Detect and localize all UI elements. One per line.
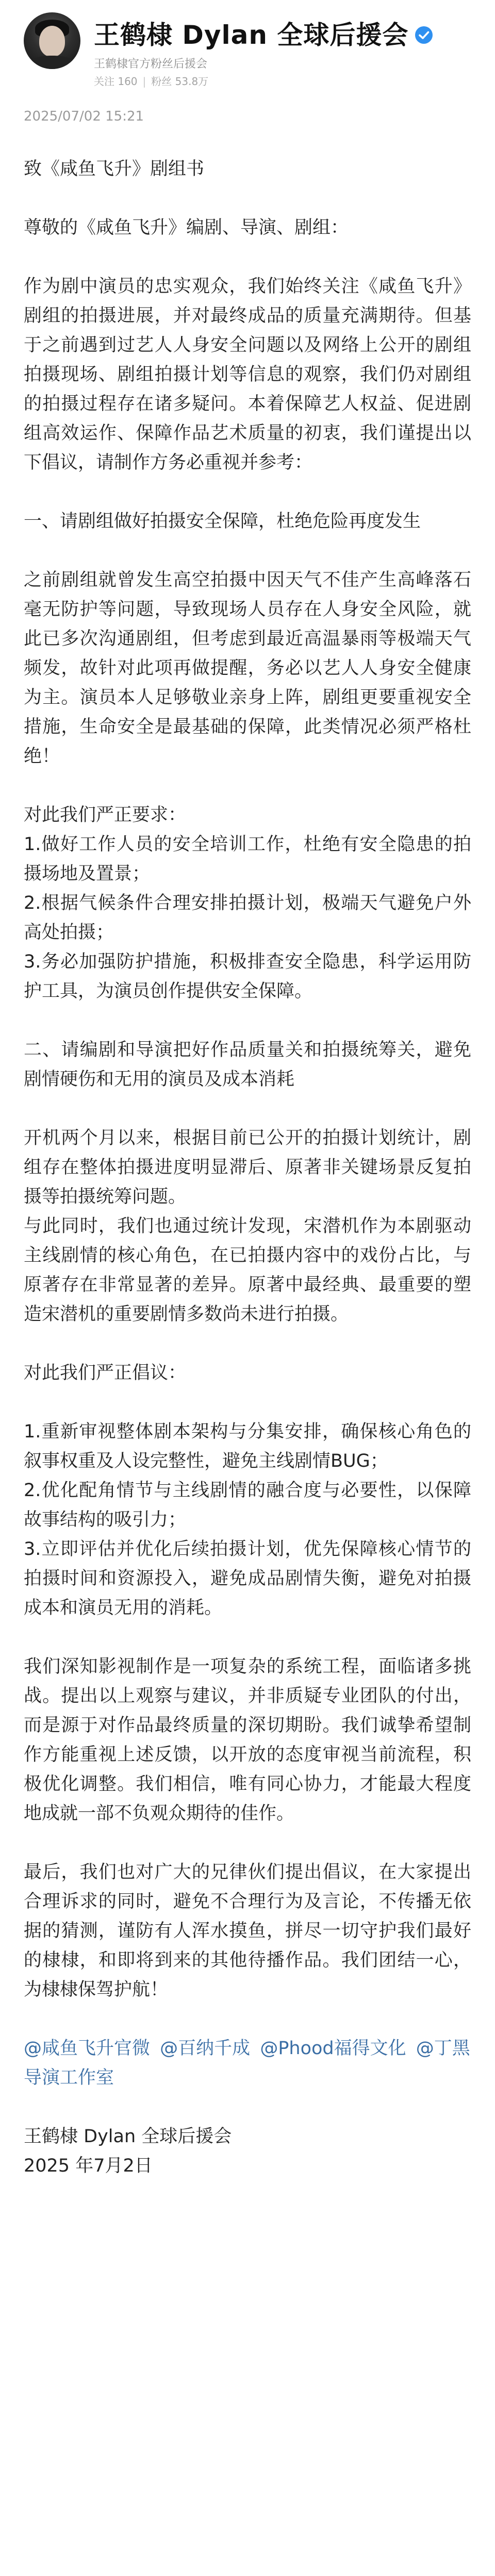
article-intro: 作为剧中演员的忠实观众，我们始终关注《咸鱼飞升》剧组的拍摄进展，并对最终成品的质量充满期待。但基于之前遇到过艺人人身安全问题以及网络上公开的剧组拍摄现场、剧组拍摄计划等信息的观察，我们仍对剧组的拍摄过程存在诸多疑问。本着保障艺人权益、促进剧组高效运作、保障作品艺术质量的初衷，我们谨提出以下倡议，请制作方务必重视并参考： xyxy=(24,276,471,473)
section-1-demands-intro: 对此我们严正要求： xyxy=(24,805,187,825)
article-title: 致《咸鱼飞升》剧组书 xyxy=(24,159,205,179)
stats-divider: | xyxy=(142,75,146,88)
verified-badge-icon xyxy=(415,26,433,44)
signature-date: 2025 年7月2日 xyxy=(24,2156,153,2176)
post-timestamp: 2025/07/02 15:21 xyxy=(24,109,144,124)
section-1-demand-item: 2.根据气候条件合理安排拍摄计划，极端天气避免户外高处拍摄； xyxy=(24,893,471,943)
name-row xyxy=(94,20,433,50)
section-2-demands-intro: 对此我们严正倡议： xyxy=(24,1363,187,1383)
mention-link[interactable]: @Phood福得文化 xyxy=(260,2038,406,2059)
section-2-body-1: 开机两个月以来，根据目前已公开的拍摄计划统计，剧组存在整体拍摄进度明显滞后、原著非关键场景反复拍摄等拍摄统筹问题。 xyxy=(24,1128,471,1207)
section-2-title: 二、请编剧和导演把好作品质量关和拍摄统筹关，避免剧情硬伤和无用的演员及成本消耗 xyxy=(24,1040,471,1090)
section-2-demand-item: 2.优化配角情节与主线剧情的融合度与必要性，以保障故事结构的吸引力； xyxy=(24,1480,471,1530)
section-1-title: 一、请剧组做好拍摄安全保障，杜绝危险再度发生 xyxy=(24,511,421,532)
closing-paragraph-2: 最后，我们也对广大的兄律伙们提出倡议，在大家提出合理诉求的同时，避免不合理行为及言论，不传播无依据的猜测，谨防有人浑水摸鱼，拼尽一切守护我们最好的棣棣，和即将到来的其他待播作品。我们团结一心，为棣棣保驾护航！ xyxy=(24,1862,471,2000)
mention-link[interactable]: @咸鱼飞升官微 xyxy=(24,2038,151,2059)
section-2-demand-item: 1.重新审视整体剧本架构与分集安排，确保核心角色的叙事权重及人设完整性，避免主线剧情BUG； xyxy=(24,1421,471,1471)
stats-row xyxy=(94,74,433,89)
avatar[interactable] xyxy=(24,12,80,69)
section-1-demand-item: 3.务必加强防护措施，积极排查安全隐患，科学运用防护工具，为演员创作提供安全保障。 xyxy=(24,952,471,1002)
account-description: 王鹤棣官方粉丝后援会 xyxy=(94,58,208,71)
account-name[interactable]: 王鹤棣 Dylan 全球后援会 xyxy=(94,20,409,50)
article-greeting: 尊敬的《咸鱼飞升》编剧、导演、剧组： xyxy=(24,217,349,238)
signature-name: 王鹤棣 Dylan 全球后援会 xyxy=(24,2126,232,2147)
section-1-demand-item: 1.做好工作人员的安全培训工作，杜绝有安全隐患的拍摄场地及置景； xyxy=(24,834,471,884)
mentions xyxy=(24,2034,471,2093)
followers-count[interactable]: 粉丝 53.8万 xyxy=(151,75,209,88)
mention-link[interactable]: @百纳千成 xyxy=(160,2038,251,2059)
signature xyxy=(24,2122,471,2181)
avatar-face xyxy=(39,26,65,57)
closing-paragraph-1: 我们深知影视制作是一项复杂的系统工程，面临诸多挑战。提出以上观察与建议，并非质疑专业团队的付出，而是源于对作品最终质量的深切期盼。我们诚挚希望制作方能重视上述反馈，以开放的态度审视当前流程，积极优化调整。我们相信，唯有同心协力，才能最大程度地成就一部不负观众期待的佳作。 xyxy=(24,1656,471,1824)
mention-link[interactable]: @丁黑导演工作室 xyxy=(24,2038,470,2088)
following-count[interactable]: 关注 160 xyxy=(94,75,138,88)
profile-header xyxy=(24,0,471,89)
section-2-demand-item: 3.立即评估并优化后续拍摄计划，优先保障核心情节的拍摄时间和资源投入，避免成品剧情失衡，避免对拍摄成本和演员无用的消耗。 xyxy=(24,1539,471,1618)
avatar-body xyxy=(29,56,75,69)
section-1-body: 之前剧组就曾发生高空拍摄中因天气不佳产生高峰落石毫无防护等问题，导致现场人员存在人身安全风险，就此已多次沟通剧组，但考虑到最近高温暴雨等极端天气频发，故针对此项再做提醒，务必以艺人人身安全健康为主。演员本人足够敬业亲身上阵，剧组更要重视安全措施，生命安全是最基础的保障，此类情况必须严格杜绝！ xyxy=(24,570,471,767)
article-body xyxy=(24,155,471,2181)
section-2-body-2: 与此同时，我们也通过统计发现，宋潜机作为本剧驱动主线剧情的核心角色，在已拍摄内容中的戏份占比，与原著存在非常显著的差异。原著中最经典、最重要的塑造宋潜机的重要剧情多数尚未进行拍摄。 xyxy=(24,1216,471,1325)
profile-meta xyxy=(94,12,433,89)
